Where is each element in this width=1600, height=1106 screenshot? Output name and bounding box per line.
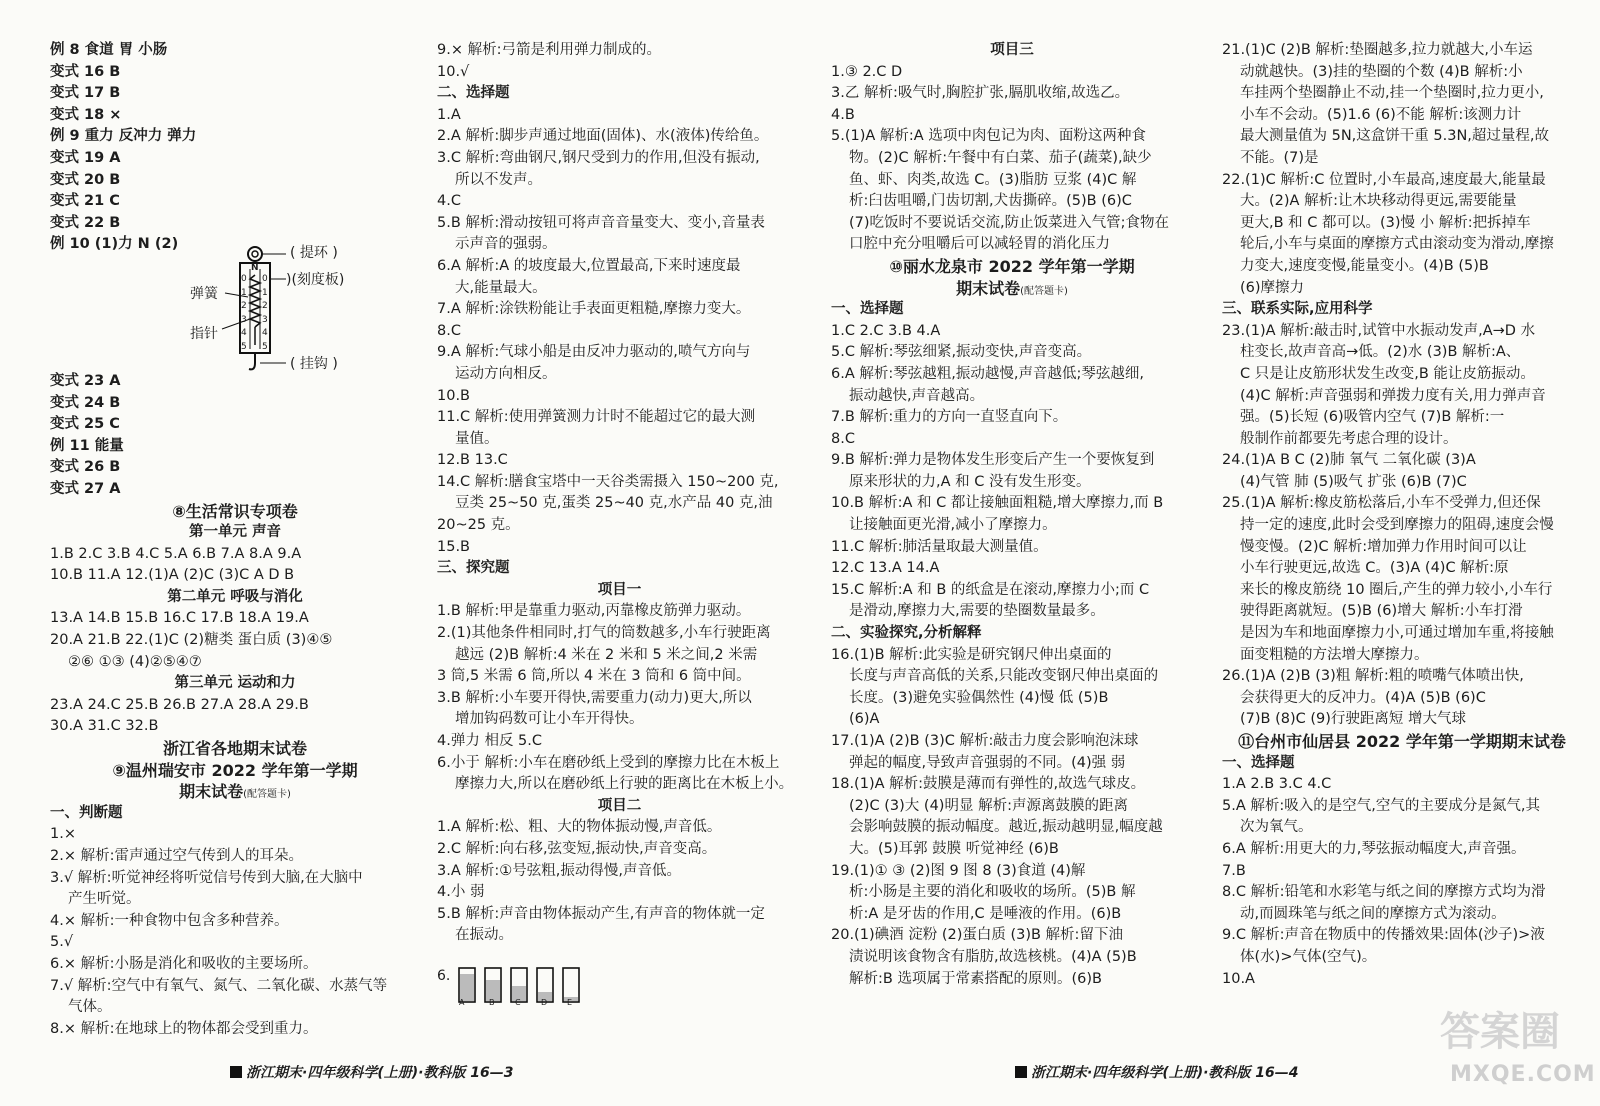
answer-line: 是滑动,摩擦力大,需要的垫圈数量最多。 [849,603,1105,620]
answer-line: 析:小肠是主要的消化和吸收的场所。(5)B 解 [849,884,1136,901]
answer-line: 力变大,速度变慢,能量变小。(4)B (5)B [1240,257,1489,274]
unit-1-title: 第一单元 声音 [188,524,282,541]
answer-line: 5.B 解析:声音由物体振动产生,有声音的物体就一定 [437,905,765,922]
spring-coil [250,275,260,327]
unit-letter: N [251,263,259,273]
answer-line: 20.(1)碘酒 淀粉 (2)蛋白质 (3)B 解析:留下油 [831,927,1123,944]
answer-line: 鱼、虾、肉类,故选 C。(3)脂肪 豆浆 (4)C 解 [849,171,1137,188]
answer-line: 3.C 解析:弯曲钢尺,钢尺受到力的作用,但没有振动, [437,149,760,166]
answer-line: 6.A 解析:琴弦越粗,振动越慢,声音越低;琴弦越细, [831,365,1144,382]
scale-number: 5 [241,341,247,352]
answer-line: 变式 27 A [50,480,121,497]
answer-line: 8.C 解析:铅笔和水彩笔与纸之间的摩擦方式均为滑 [1222,884,1546,901]
answer-line: 是因为车和地面摩擦力小,可通过增加车重,将接触 [1240,625,1554,642]
answer-line: 持一定的速度,此时会受到摩擦力的阻碍,速度会慢 [1240,517,1554,534]
section-11-title: ⑪台州市仙居县 2022 学年第一学期期末试卷 [1238,732,1566,751]
answer-line: ②⑥ ①③ (4)②⑤④⑦ [68,653,202,670]
answer-line: 3.乙 解析:吸气时,胸腔扩张,膈肌收缩,故选乙。 [831,85,1130,102]
answer-line: 15.B [437,538,471,555]
answer-line: 1.A 解析:松、粗、大的物体振动慢,声音低。 [437,819,722,836]
answer-line: 6.A 解析:用更大的力,琴弦振动幅度大,声音强。 [1222,840,1526,857]
scale-number: 1 [241,287,247,298]
spring-scale-drawing [50,245,420,385]
answer-line: 渍说明该食物含有脂肪,故选核桃。(4)A (5)B [849,948,1137,965]
hook-label: ( 挂钩 ) [290,356,338,372]
answer-line: 1.× [50,826,76,843]
footer-mark-icon [1015,1066,1027,1078]
answer-line: 9.A 解析:气球小船是由反冲力驱动的,喷气方向与 [437,344,751,361]
section-10-title: ⑩丽水龙泉市 2022 学年第一学期 [889,256,1135,276]
part-1-answers [1222,774,1582,990]
answer-line: 变式 16 B [50,63,121,80]
scale-numbers-right [262,273,272,354]
answer-line: 8.C [831,430,855,447]
answer-line: 3.√ 解析:听觉神经将听觉信号传到大脑,在大脑中 [50,869,363,886]
answer-line: 小车行驶更远,故选 C。(3)A (4)C 解析:原 [1240,560,1509,577]
tube-label-a: A [459,998,465,1007]
answer-line: 1.A 2.B 3.C 4.C [1222,776,1332,793]
scale-number: 2 [241,301,247,311]
part-1-answers [50,824,420,1040]
answer-line: 长度。(3)避免实验偶然性 (4)慢 低 (5)B [849,689,1109,706]
answers-list-a [1222,40,1582,299]
answer-line: 8.C [437,322,461,339]
answer-line: 在振动。 [455,927,513,944]
section-10-note: (配答题卡) [1020,285,1068,297]
part-3-answers [1222,321,1582,731]
answer-line: 5.C 解析:琴弦细紧,振动变快,声音变高。 [831,344,1092,361]
answer-line: 8.× 解析:在地球上的物体都会受到重力。 [50,1020,318,1037]
answer-line: 4.× 解析:一种食物中包含多种营养。 [50,912,289,929]
answer-line: 驶得距离就短。(5)B (6)增大 解析:小车打滑 [1240,603,1523,620]
answer-line: 10.B 解析:A 和 C 都让接触面粗糙,增大摩擦力,而 B [831,495,1164,512]
answer-line: 弹起的幅度,导致声音强弱的不同。(4)强 弱 [849,754,1126,771]
answer-line: 10.B [437,387,471,404]
answer-line: 三、探究题 [437,560,510,577]
scale-number: 2 [262,301,268,311]
answer-line: 更大,B 和 C 都可以。(3)慢 小 解析:把拆掉车 [1240,214,1531,231]
answer-line: 13.A 14.B 15.B 16.C 17.B 18.A 19.A [50,610,309,627]
tube-label-b: B [489,998,495,1007]
answer-line: 4.B [831,106,855,123]
section-10-subtitle [831,278,1193,300]
answer-line: 10.√ [437,63,470,80]
answer-line: 7.A 解析:涂铁粉能让手表面更粗糙,摩擦力变大。 [437,301,751,318]
part-1-answers [831,321,1193,623]
answer-line: 体(水)>气体(空气)。 [1240,948,1377,965]
unit-1-answers [50,544,420,587]
answer-line: 30.A 31.C 32.B [50,718,159,735]
answer-line: 运动方向相反。 [455,365,557,382]
test-tubes-diagram [437,962,637,1012]
answer-line: 变式 18 × [50,106,122,123]
answer-line: 长度与声音高低的关系,只能改变钢尺伸出桌面的 [849,668,1159,685]
answer-line: 轮后,小车与桌面的摩擦方式由滚动变为滑动,摩擦 [1240,236,1554,253]
answer-line: (6)A [849,711,880,728]
answer-line: (6)摩擦力 [1240,279,1305,296]
section-9-note: (配答题卡) [243,789,291,801]
watermark-line-1: 答案圈 [1440,1009,1560,1055]
part-3-title: 三、联系实际,应用科学 [1222,301,1373,318]
answer-line: 次为氧气。 [1240,819,1313,836]
unit-3-answers [50,695,420,738]
part-1-title: 一、选择题 [831,301,904,318]
answer-line: 析:臼齿咀嚼,门齿切割,犬齿撕碎。(5)B (6)C [849,193,1132,210]
answer-line: 让接触面更光滑,减小了摩擦力。 [849,517,1057,534]
unit-2-title: 第二单元 呼吸与消化 [167,588,303,605]
answer-line: 变式 22 B [50,214,121,231]
pointer-label: 指针 [190,326,218,342]
answer-line: 产生听觉。 [68,891,141,908]
ring-label: ( 提环 ) [290,245,338,261]
section-9-sub: 期末试卷 [179,782,244,802]
answer-line: 变式 24 B [50,394,121,411]
answer-line: 变式 17 B [50,85,121,102]
answer-line: 17.(1)A (2)B (3)C 解析:敲击力度会影响泡沫球 [831,733,1139,749]
answer-line: 23.A 24.C 25.B 26.B 27.A 28.A 29.B [50,696,309,713]
spring-scale-diagram [50,245,420,385]
answer-line: 6.A 解析:A 的坡度最大,位置最高,下来时速度最 [437,257,741,274]
tube-label-d: D [541,998,548,1007]
hook-curve [249,363,255,369]
answer-line: 12.B 13.C [437,452,508,469]
answer-line: 1.B 2.C 3.B 4.C 5.A 6.B 7.A 8.A 9.A [50,545,302,562]
answer-line: (7)吃饭时不要说话交流,防止饭菜进入气管;食物在 [849,214,1170,231]
answer-line: 量值。 [455,430,499,447]
answer-line: 会获得更大的反冲力。(4)A (5)B (6)C [1240,689,1486,706]
answer-line: 19.(1)① ③ (2)图 9 图 8 (3)食道 (4)解 [831,862,1086,879]
scale-number: 3 [262,314,268,325]
answer-line: 析:A 是牙齿的作用,C 是唾液的作用。(6)B [849,905,1122,922]
answer-line: 10.A [1222,970,1255,987]
answer-line: 9.C 解析:声音在物质中的传播效果:固体(沙子)>液 [1222,927,1545,944]
answer-line: 15.C 解析:A 和 B 的纸盒是在滚动,摩擦力小;而 C [831,581,1150,598]
answer-line: 11.C 解析:使用弹簧测力计时不能超过它的最大测 [437,409,756,426]
answer-line: 9.B 解析:弹力是物体发生形变后产生一个要恢复到 [831,452,1155,469]
answer-line: (7)B (8)C (9)行驶距离短 增大气球 [1240,711,1467,728]
answer-line: 1.③ 2.C D [831,63,903,80]
answer-line: 小车不会动。(5)1.6 (6)不能 解析:该测力计 [1240,106,1522,123]
question-6-label: 6. [437,968,451,984]
answer-line: 20.A 21.B 22.(1)C (2)糖类 蛋白质 (3)④⑤ [50,632,333,649]
answer-line: 面变粗糙的方法增大摩擦力。 [1240,646,1429,663]
column-4 [1222,40,1582,990]
project-3-title: 项目三 [990,42,1034,58]
tube-b [485,968,501,1002]
footer-right [1015,1062,1299,1082]
answer-line: 7.B [1222,862,1246,879]
answer-line: 强。(5)长短 (6)吸管内空气 (7)B 解析:一 [1240,409,1505,426]
answer-line: 2.× 解析:雷声通过空气传到人的耳朵。 [50,848,303,864]
answer-line: 7.√ 解析:空气中有氧气、氮气、二氧化碳、水蒸气等 [50,977,388,994]
tubes-drawing [437,962,637,1012]
scale-number: 4 [262,328,268,338]
scale-number: 5 [262,341,268,352]
answer-line: 例 11 能量 [50,437,124,454]
scale-number: 1 [262,287,268,298]
answer-line: 变式 23 A [50,372,121,389]
plate-label: )(刻度板) [286,272,345,288]
answer-line: 车挂两个垫圈静止不动,挂一个垫圈时,拉力更小, [1240,85,1544,102]
tube-a [459,968,475,1002]
answer-line: 4.C [437,193,461,210]
answer-line: 柱变长,故声音高→低。(2)水 (3)B 解析:A、 [1240,344,1521,361]
part-1-title: 一、选择题 [1222,754,1295,771]
unit-2-answers [50,608,420,673]
scale-number: 0 [262,274,268,284]
answer-line: 26.(1)A (2)B (3)粗 解析:粗的喷嘴气体喷出快, [1222,668,1524,685]
ring-shape [248,247,262,261]
answer-line: 25.(1)A 解析:橡皮筋松落后,小车不受弹力,但还保 [1222,495,1541,512]
answer-line: 20~25 克。 [437,517,520,534]
answer-line: 来长的橡皮筋绕 10 圈后,产生的弹力较小,小车行 [1240,581,1553,598]
answer-line: 11.C 解析:肺活量取最大测量值。 [831,538,1048,555]
examples-list-b [50,371,420,501]
answer-line: 最大测量值为 5N,这盒饼干重 5.3N,超过量程,故 [1240,128,1550,145]
footer-mark-icon [230,1066,242,1078]
answer-line: 慢变慢。(2)C 解析:增加弹力作用时间可以让 [1240,538,1527,555]
answer-line: 越远 (2)B 解析:4 米在 2 米和 5 米之间,2 米需 [455,646,758,663]
answer-line: 示声音的强弱。 [455,236,557,253]
answer-line: 变式 20 B [50,171,121,188]
answer-line: 5.√ [50,934,74,951]
answer-line: 16.(1)B 解析:此实验是研究钢尺伸出桌面的 [831,646,1112,663]
answer-line: 4.弹力 相反 5.C [437,733,543,749]
column-1 [50,40,420,1040]
answer-line: 14.C 解析:膳食宝塔中一天谷类需摄入 150~200 克, [437,473,779,490]
answer-line: 会影响鼓膜的振动幅度。越近,振动越明显,幅度越 [849,819,1163,836]
answer-line: 6.小于 解析:小车在磨砂纸上受到的摩擦力比在木板上 [437,754,780,771]
project-3-answers [831,62,1193,256]
answer-line: 变式 26 B [50,459,121,476]
answer-line: 9.× 解析:弓箭是利用弹力制成的。 [437,42,661,58]
section-9-title: ⑨温州瑞安市 2022 学年第一学期 [112,760,358,780]
project-2-answers [437,817,802,947]
answer-line: 3.A 解析:①号弦粗,振动得慢,声音低。 [437,862,681,879]
answer-line: 7.B 解析:重力的方向一直竖直向下。 [831,409,1068,426]
tube-label-e: E [567,998,573,1007]
footer-left-text: 浙江期末·四年级科学(上册)·教科版 16—3 [246,1065,514,1081]
answer-line: 10.B 11.A 12.(1)A (2)C (3)C A D B [50,567,295,584]
answer-line: 变式 25 C [50,416,120,433]
examples-list-a [50,40,420,256]
section-10-sub: 期末试卷 [956,278,1021,298]
section-8-title: ⑧生活常识专项卷 [172,501,298,521]
answer-line: 2.(1)其他条件相同时,打气的筒数越多,小车行驶距离 [437,625,771,642]
answer-line: (4)气管 肺 (5)吸气 扩张 (6)B (7)C [1240,473,1467,490]
answer-line: 豆类 25~50 克,蛋类 25~40 克,水产品 40 克,油 [455,495,773,512]
column-3 [831,40,1193,990]
footer-left [230,1062,514,1082]
answer-line: 24.(1)A B C (2)肺 氧气 二氧化碳 (3)A [1222,452,1476,469]
answer-line: 3 筒,5 米需 6 筒,所以 4 米在 3 筒和 6 筒中间。 [437,668,751,685]
watermark-logo [1440,1000,1596,1100]
footer-right-text: 浙江期末·四年级科学(上册)·教科版 16—4 [1031,1065,1299,1081]
answer-line: 动,而圆珠笔与纸之间的摩擦方式为滚动。 [1240,905,1506,922]
answer-line: 大,能量最大。 [455,279,547,296]
watermark-line-2: MXQE.COM [1450,1062,1596,1087]
answer-line: 变式 21 C [50,193,120,210]
project-1-answers [437,601,802,795]
answer-line: C 只是让皮筋形状发生改变,B 能让皮筋振动。 [1240,365,1535,382]
answer-line: 二、选择题 [437,85,510,102]
tube-label-c: C [515,998,521,1007]
scale-number: 4 [241,328,247,338]
answer-line: 变式 19 A [50,149,121,166]
answer-line: 动就越快。(3)挂的垫圈的个数 (4)B 解析:小 [1240,63,1523,80]
answer-line: 物。(2)C 解析:午餐中有白菜、茄子(蔬菜),缺少 [849,149,1152,166]
province-title: 浙江省各地期末试卷 [162,739,307,759]
answer-line: 21.(1)C (2)B 解析:垫圈越多,拉力就越大,小车运 [1222,42,1533,58]
answer-line: 5.A 解析:吸入的是空气,空气的主要成分是氮气,其 [1222,797,1540,814]
spring-label: 弹簧 [190,286,218,302]
answer-line: 例 8 食道 胃 小肠 [50,42,168,58]
scale-number: 0 [241,274,247,284]
part-2-title: 二、实验探究,分析解释 [831,625,982,642]
part-2-answers [831,645,1193,991]
tube-d [537,968,553,1002]
answer-line: 18.(1)A 解析:鼓膜是薄而有弹性的,故选气球皮。 [831,776,1146,793]
scale-numbers-left [241,273,251,354]
answer-line: 例 9 重力 反冲力 弹力 [50,128,197,145]
answers-list-a [437,40,802,580]
answer-line: 大。(5)耳郭 鼓膜 听觉神经 (6)B [849,840,1059,857]
answer-line: 22.(1)C 解析:C 位置时,小车最高,速度最大,能量最 [1222,171,1546,188]
answer-line: 1.C 2.C 3.B 4.A [831,322,941,339]
answer-line: 3.B 解析:小车要开得快,需要重力(动力)更大,所以 [437,689,752,706]
answer-line: 1.B 解析:甲是靠重力驱动,丙靠橡皮筋弹力驱动。 [437,603,751,620]
answer-line: 增加钩码数可让小车开得快。 [455,711,644,728]
scale-number: 3 [241,314,247,325]
answer-line: 不能。(7)是 [1240,149,1319,166]
section-9-subtitle [50,781,420,803]
tube-c [511,968,527,1002]
answer-line: (4)C 解析:声音强弱和弹拨力度有关,用力弹声音 [1240,387,1546,404]
answer-line: 口腔中充分咀嚼后可以减轻胃的消化压力 [849,236,1110,253]
project-2-title: 项目二 [597,797,642,814]
answer-line: 2.C 解析:向右移,弦变短,振动快,声音变高。 [437,840,717,857]
answer-line: 2.A 解析:脚步声通过地面(固体)、水(液体)传给鱼。 [437,128,769,145]
answer-line: 大。(2)A 解析:让木块移动得更远,需要能量 [1240,193,1517,210]
answer-line: 23.(1)A 解析:敲击时,试管中水振动发声,A→D 水 [1222,322,1536,339]
answer-line: 气体。 [68,999,112,1016]
answer-line: 解析:B 选项属于常素搭配的原则。(6)B [849,970,1102,987]
answer-line: 5.(1)A 解析:A 选项中肉包记为肉、面粉这两种食 [831,128,1146,145]
project-1-title: 项目一 [597,581,642,598]
answer-line: 12.C 13.A 14.A [831,560,940,577]
answer-line: 摩擦力大,所以在磨砂纸上行驶的距离比在木板上小。 [455,776,794,793]
answer-line: 所以不发声。 [455,171,542,188]
column-2 [437,40,802,947]
answer-line: 振动越快,声音越高。 [849,387,985,404]
answer-line: 原来形状的力,A 和 C 没有发生形变。 [849,473,1091,490]
ring-inner [252,251,258,257]
answer-line: 般制作前都要先考虑合理的设计。 [1240,430,1458,447]
part-1-title: 一、判断题 [50,804,123,821]
answer-line: (2)C (3)大 (4)明显 解析:声源离鼓膜的距离 [849,797,1128,814]
answer-line: 4.小 弱 [437,884,485,901]
answer-line: 6.× 解析:小肠是消化和吸收的主要场所。 [50,955,318,972]
answer-line: 1.A [437,106,461,123]
answer-line: 例 10 (1)力 N (2) [50,236,179,253]
tube-e [563,968,579,1002]
unit-3-title: 第三单元 运动和力 [174,675,296,692]
answer-line: 5.B 解析:滑动按钮可将声音音量变大、变小,音量表 [437,214,765,231]
